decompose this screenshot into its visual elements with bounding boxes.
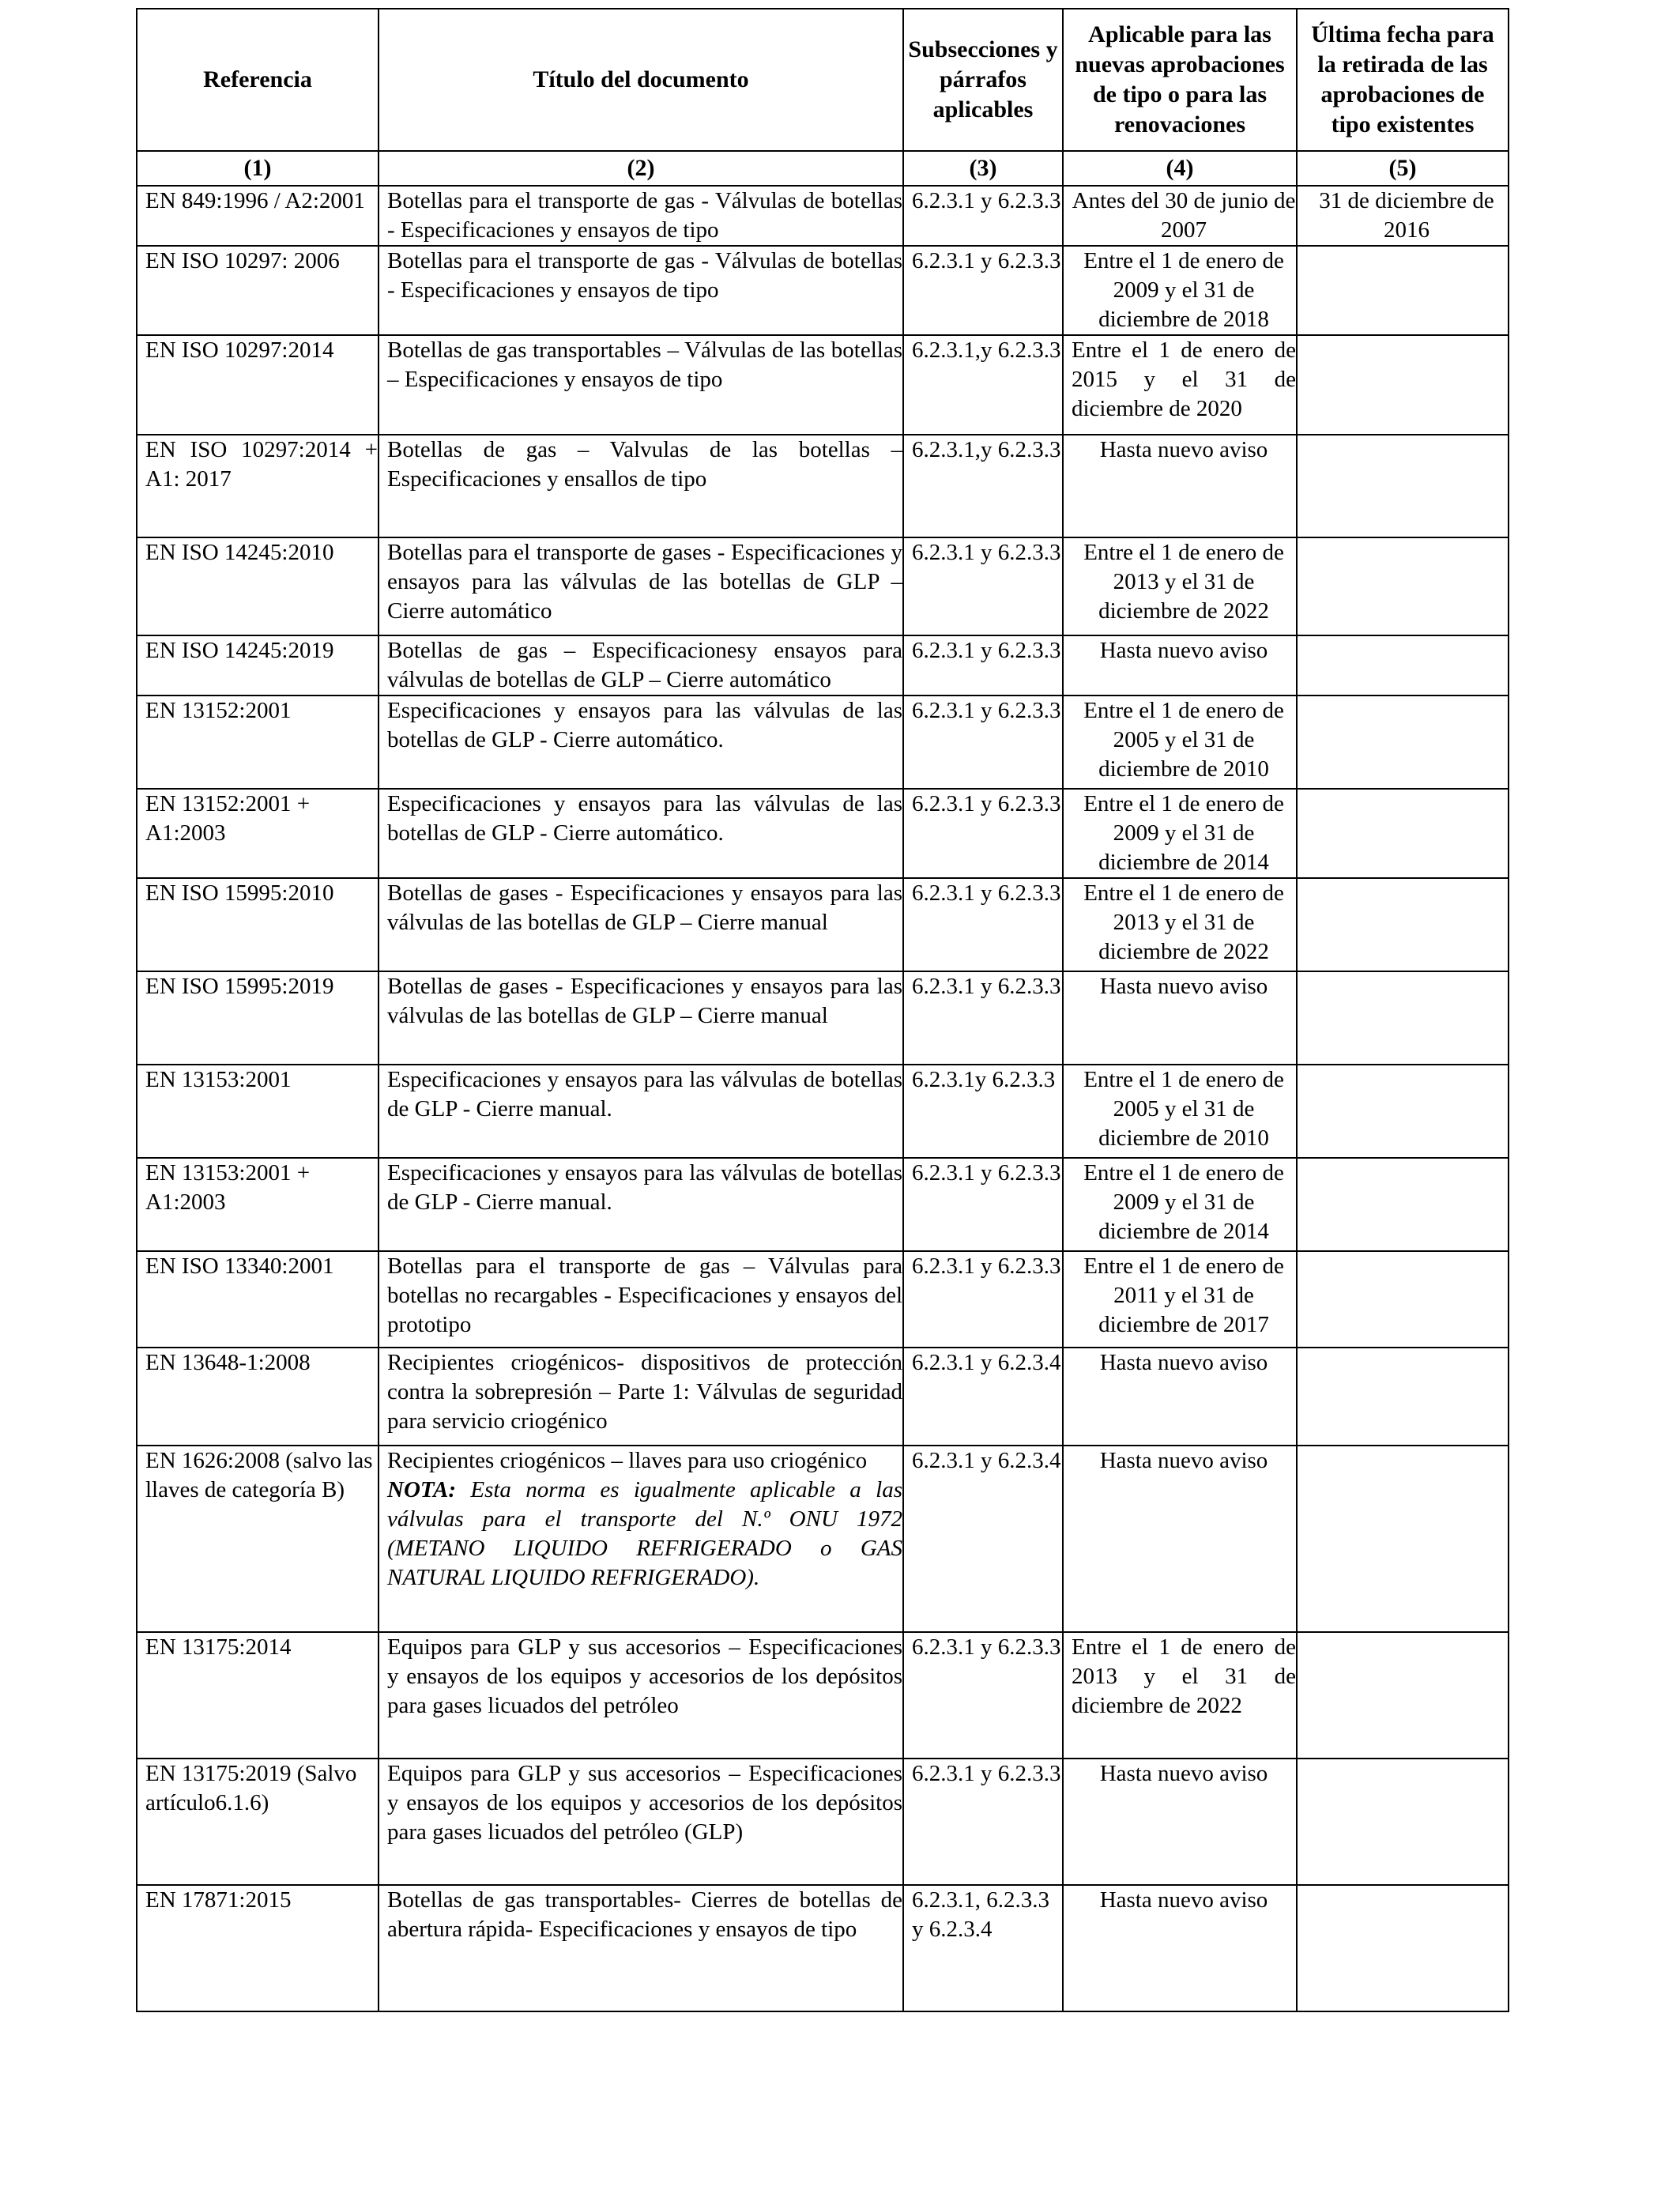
subsections-cell: 6.2.3.1 y 6.2.3.3: [903, 1158, 1063, 1251]
last-date-cell: [1297, 246, 1509, 335]
title-cell: Botellas de gas – Especificacionesy ensayos para válvulas de botellas de GLP – Cierre automático: [379, 635, 903, 696]
reference-cell: EN 1626:2008 (salvo las llaves de categoría B): [137, 1446, 379, 1632]
column-number: (4): [1063, 151, 1297, 186]
header-subsections: Subsecciones y párrafos aplicables: [903, 9, 1063, 151]
subsections-cell: 6.2.3.1 y 6.2.3.3: [903, 878, 1063, 971]
table-row: [137, 789, 1509, 878]
column-number: (3): [903, 151, 1063, 186]
applicable-cell: Entre el 1 de enero de 2013 y el 31 de diciembre de 2022: [1063, 537, 1297, 635]
title-cell: Botellas de gases - Especificaciones y ensayos para las válvulas de las botellas de GLP – Cierre manual: [379, 971, 903, 1065]
last-date-cell: [1297, 971, 1509, 1065]
subsections-cell: 6.2.3.1 y 6.2.3.4: [903, 1348, 1063, 1446]
title-cell: Botellas para el transporte de gas - Válvulas de botellas - Especificaciones y ensayos de tipo: [379, 246, 903, 335]
header-last-date: Última fecha para la retirada de las aprobaciones de tipo existentes: [1297, 9, 1509, 151]
last-date-cell: [1297, 1158, 1509, 1251]
header-ref: Referencia: [137, 9, 379, 151]
title-cell: Recipientes criogénicos- dispositivos de protección contra la sobrepresión – Parte 1: Válvulas de seguridad para servicio criogénico: [379, 1348, 903, 1446]
last-date-cell: [1297, 1348, 1509, 1446]
title-cell: Botellas de gas – Valvulas de las botellas – Especificaciones y ensallos de tipo: [379, 435, 903, 537]
table-row: [137, 1158, 1509, 1251]
applicable-cell: Entre el 1 de enero de 2013 y el 31 de diciembre de 2022: [1063, 878, 1297, 971]
applicable-cell: Hasta nuevo aviso: [1063, 1348, 1297, 1446]
note-label: NOTA:: [387, 1477, 456, 1502]
applicable-cell: Hasta nuevo aviso: [1063, 1759, 1297, 1885]
reference-cell: EN ISO 15995:2010: [137, 878, 379, 971]
note-text: [387, 1476, 902, 1593]
applicable-cell: Entre el 1 de enero de 2009 y el 31 de diciembre de 2018: [1063, 246, 1297, 335]
applicable-cell: Hasta nuevo aviso: [1063, 971, 1297, 1065]
subsections-cell: 6.2.3.1 y 6.2.3.3: [903, 1251, 1063, 1348]
title-cell: Botellas de gas transportables- Cierres de botellas de abertura rápida- Especificaciones y ensayos de tipo: [379, 1885, 903, 2011]
title-cell: Botellas para el transporte de gas - Válvulas de botellas - Especificaciones y ensayos de tipo: [379, 186, 903, 246]
last-date-cell: [1297, 1065, 1509, 1158]
title-cell: Especificaciones y ensayos para las válvulas de las botellas de GLP - Cierre automático.: [379, 696, 903, 789]
reference-cell: EN 17871:2015: [137, 1885, 379, 2011]
last-date-cell: [1297, 878, 1509, 971]
applicable-cell: Entre el 1 de enero de 2011 y el 31 de diciembre de 2017: [1063, 1251, 1297, 1348]
last-date-cell: [1297, 435, 1509, 537]
table-row: [137, 1251, 1509, 1348]
last-date-cell: 31 de diciembre de 2016: [1297, 186, 1509, 246]
applicable-cell: Entre el 1 de enero de 2009 y el 31 de diciembre de 2014: [1063, 1158, 1297, 1251]
subsections-cell: 6.2.3.1 y 6.2.3.3: [903, 246, 1063, 335]
table-row: [137, 1759, 1509, 1885]
applicable-cell: Entre el 1 de enero de 2015 y el 31 de diciembre de 2020: [1063, 335, 1297, 435]
subsections-cell: 6.2.3.1 y 6.2.3.3: [903, 1632, 1063, 1759]
column-number: (5): [1297, 151, 1509, 186]
table-row: [137, 537, 1509, 635]
table-row: [137, 246, 1509, 335]
subsections-cell: 6.2.3.1,y 6.2.3.3: [903, 435, 1063, 537]
last-date-cell: [1297, 335, 1509, 435]
applicable-cell: Hasta nuevo aviso: [1063, 1446, 1297, 1632]
title-cell: Especificaciones y ensayos para las válvulas de las botellas de GLP - Cierre automático.: [379, 789, 903, 878]
table-row: [137, 635, 1509, 696]
applicable-cell: Entre el 1 de enero de 2009 y el 31 de diciembre de 2014: [1063, 789, 1297, 878]
reference-cell: EN 13152:2001: [137, 696, 379, 789]
applicable-cell: Hasta nuevo aviso: [1063, 1885, 1297, 2011]
reference-cell: EN ISO 15995:2019: [137, 971, 379, 1065]
table-row: [137, 878, 1509, 971]
header-applicable: Aplicable para las nuevas aprobaciones de tipo o para las renovaciones: [1063, 9, 1297, 151]
header-title: Título del documento: [379, 9, 903, 151]
table-row: [137, 971, 1509, 1065]
last-date-cell: [1297, 1885, 1509, 2011]
reference-cell: EN ISO 14245:2010: [137, 537, 379, 635]
applicable-cell: Antes del 30 de junio de 2007: [1063, 186, 1297, 246]
subsections-cell: 6.2.3.1y 6.2.3.3: [903, 1065, 1063, 1158]
standards-table: [136, 8, 1509, 2012]
reference-cell: EN ISO 13340:2001: [137, 1251, 379, 1348]
last-date-cell: [1297, 696, 1509, 789]
title-cell: Equipos para GLP y sus accesorios – Especificaciones y ensayos de los equipos y accesorios de los depósitos para gases licuados del petróleo (GLP): [379, 1759, 903, 1885]
title-cell: Botellas para el transporte de gases - Especificaciones y ensayos para las válvulas de las botellas de GLP – Cierre automático: [379, 537, 903, 635]
title-cell: Botellas para el transporte de gas – Válvulas para botellas no recargables - Especificaciones y ensayos del prototipo: [379, 1251, 903, 1348]
table-row: [137, 1632, 1509, 1759]
table-row: [137, 335, 1509, 435]
subsections-cell: 6.2.3.1,y 6.2.3.3: [903, 335, 1063, 435]
subsections-cell: 6.2.3.1 y 6.2.3.4: [903, 1446, 1063, 1632]
reference-cell: EN 849:1996 / A2:2001: [137, 186, 379, 246]
last-date-cell: [1297, 635, 1509, 696]
table-row: [137, 1885, 1509, 2011]
reference-cell: EN 13175:2014: [137, 1632, 379, 1759]
title-cell: Especificaciones y ensayos para las válvulas de botellas de GLP - Cierre manual.: [379, 1158, 903, 1251]
last-date-cell: [1297, 789, 1509, 878]
applicable-cell: Entre el 1 de enero de 2005 y el 31 de diciembre de 2010: [1063, 696, 1297, 789]
subsections-cell: 6.2.3.1 y 6.2.3.3: [903, 635, 1063, 696]
title-cell: [379, 1446, 903, 1632]
title-cell: Especificaciones y ensayos para las válvulas de botellas de GLP - Cierre manual.: [379, 1065, 903, 1158]
table-row: [137, 186, 1509, 246]
subsections-cell: 6.2.3.1 y 6.2.3.3: [903, 186, 1063, 246]
reference-cell: EN 13152:2001 + A1:2003: [137, 789, 379, 878]
last-date-cell: [1297, 1632, 1509, 1759]
reference-cell: EN 13153:2001 + A1:2003: [137, 1158, 379, 1251]
column-number: (2): [379, 151, 903, 186]
subsections-cell: 6.2.3.1 y 6.2.3.3: [903, 1759, 1063, 1885]
title-cell: Equipos para GLP y sus accesorios – Especificaciones y ensayos de los equipos y accesorios de los depósitos para gases licuados del petróleo: [379, 1632, 903, 1759]
subsections-cell: 6.2.3.1 y 6.2.3.3: [903, 537, 1063, 635]
last-date-cell: [1297, 1251, 1509, 1348]
title-text: Recipientes criogénicos – llaves para uso criogénico: [387, 1448, 868, 1473]
table-row: [137, 696, 1509, 789]
applicable-cell: Hasta nuevo aviso: [1063, 635, 1297, 696]
reference-cell: EN ISO 10297:2014 + A1: 2017: [137, 435, 379, 537]
column-number-row: [137, 151, 1509, 186]
subsections-cell: 6.2.3.1 y 6.2.3.3: [903, 789, 1063, 878]
applicable-cell: Entre el 1 de enero de 2013 y el 31 de diciembre de 2022: [1063, 1632, 1297, 1759]
applicable-cell: Entre el 1 de enero de 2005 y el 31 de diciembre de 2010: [1063, 1065, 1297, 1158]
table-row: [137, 1348, 1509, 1446]
last-date-cell: [1297, 1446, 1509, 1632]
note-body: Esta norma es igualmente aplicable a las válvulas para el transporte del N.º ONU 1972 (METANO LIQUIDO REFRIGERADO o GAS NATURAL LIQUIDO REFRIGERADO).: [387, 1477, 902, 1590]
reference-cell: EN ISO 10297: 2006: [137, 246, 379, 335]
table-row: [137, 1446, 1509, 1632]
applicable-cell: Hasta nuevo aviso: [1063, 435, 1297, 537]
reference-cell: EN 13648-1:2008: [137, 1348, 379, 1446]
title-cell: Botellas de gases - Especificaciones y ensayos para las válvulas de las botellas de GLP – Cierre manual: [379, 878, 903, 971]
reference-cell: EN ISO 10297:2014: [137, 335, 379, 435]
reference-cell: EN 13153:2001: [137, 1065, 379, 1158]
subsections-cell: 6.2.3.1 y 6.2.3.3: [903, 696, 1063, 789]
last-date-cell: [1297, 1759, 1509, 1885]
reference-cell: EN 13175:2019 (Salvo artículo6.1.6): [137, 1759, 379, 1885]
subsections-cell: 6.2.3.1 y 6.2.3.3: [903, 971, 1063, 1065]
reference-cell: EN ISO 14245:2019: [137, 635, 379, 696]
table-row: [137, 435, 1509, 537]
last-date-cell: [1297, 537, 1509, 635]
table-row: [137, 1065, 1509, 1158]
column-number: (1): [137, 151, 379, 186]
subsections-cell: 6.2.3.1, 6.2.3.3 y 6.2.3.4: [903, 1885, 1063, 2011]
header-row: [137, 9, 1509, 151]
title-cell: Botellas de gas transportables – Válvulas de las botellas – Especificaciones y ensayos de tipo: [379, 335, 903, 435]
